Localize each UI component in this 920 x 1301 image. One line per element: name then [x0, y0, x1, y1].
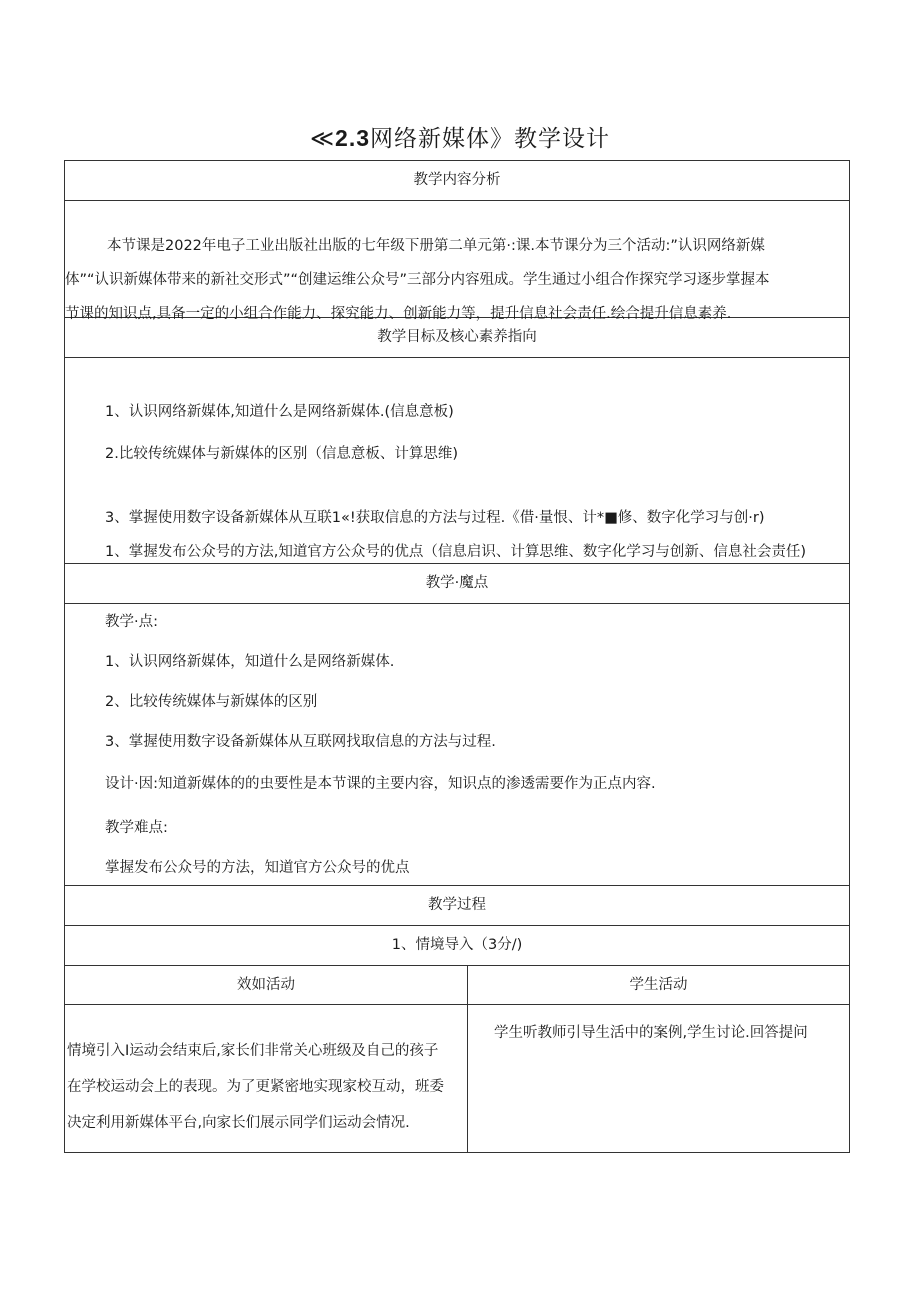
teacher-line: 在学校运动会上的表现。为了更紧密地实现家校互动，班委 — [67, 1079, 444, 1095]
key-item: 1、认识网络新媒体，知道什么是网络新媒体. — [105, 654, 395, 670]
student-activity-header: 学生活动 — [629, 977, 688, 993]
goal-item: 3、掌握使用数字设备新媒体从互联1«!获取信息的方法与过程.《借·量恨、计*■修、数字化学习与创·r) — [105, 510, 765, 526]
analysis-line: 节课的知识点,具备一定的小组合作能力、探究能力、创新能力等，提升信息社会责任.绘合提升信息素养. — [65, 306, 732, 322]
key-item: 2、比较传统媒体与新媒体的区别 — [105, 694, 318, 710]
student-text: 学生听教师引导生活中的案例,学生讨论.回答提问 — [494, 1025, 808, 1041]
goals-header: 教学目标及核心素养指向 — [65, 318, 849, 358]
analysis-body — [65, 201, 849, 322]
key-item: 掌握发布公众号的方法，知道官方公众号的优点 — [105, 860, 410, 876]
lesson-plan-table — [64, 160, 850, 1153]
key-item: 3、掌握使用数字设备新媒体从互联网找取信息的方法与过程. — [105, 734, 496, 750]
goals-body — [65, 358, 849, 564]
key-item: 教学·点: — [105, 614, 158, 630]
student-activity-cell — [468, 1005, 849, 1152]
document-title: ≪2.3网络新媒体》教学设计 — [309, 125, 611, 152]
analysis-line: 体”“认识新媒体带来的新社交形式”“创建运维公众号”三部分内容殂成。学生通过小组合作探究学习逐步掌握本 — [65, 272, 770, 288]
teacher-line: 决定利用新媒体平台,向家长们展示同学们运动会情况. — [67, 1115, 410, 1131]
activity-columns-header — [65, 966, 849, 1005]
goal-item: 1、认识网络新媒体,知道什么是网络新媒体.(信息意板) — [105, 404, 454, 420]
goal-item: 2.比较传统媒体与新媒体的区别（信息意板、计算思维) — [105, 446, 458, 462]
teacher-activity-header: 效如活动 — [65, 966, 468, 1004]
teacher-line: 情境引入I运动会结束后,家长们非常关心班级及自己的孩子 — [67, 1043, 439, 1059]
key-item: 教学难点: — [105, 820, 168, 836]
keys-body — [65, 604, 849, 886]
activity-row — [65, 1005, 849, 1152]
analysis-header: 教学内容分析 — [65, 161, 849, 201]
teacher-activity-cell — [65, 1005, 468, 1152]
goal-item: 1、掌握发布公众号的方法,知道官方公众号的优点（信息启识、计算思维、数字化学习与创新、信息社会责任) — [105, 544, 806, 560]
keys-header: 教学·魔点 — [65, 564, 849, 604]
key-item: 设计·因:知道新媒体的的虫要性是本节课的主要内容，知识点的渗透需要作为正点内容. — [105, 776, 656, 792]
process-header: 教学过程 — [65, 886, 849, 926]
step1-header: 1、情境导入（3分/) — [65, 926, 849, 966]
analysis-line: 本节课是2022年电子工业出版社出版的七年级下册第二单元第·:课.本节课分为三个活动:”认识网络新媒 — [107, 238, 765, 254]
